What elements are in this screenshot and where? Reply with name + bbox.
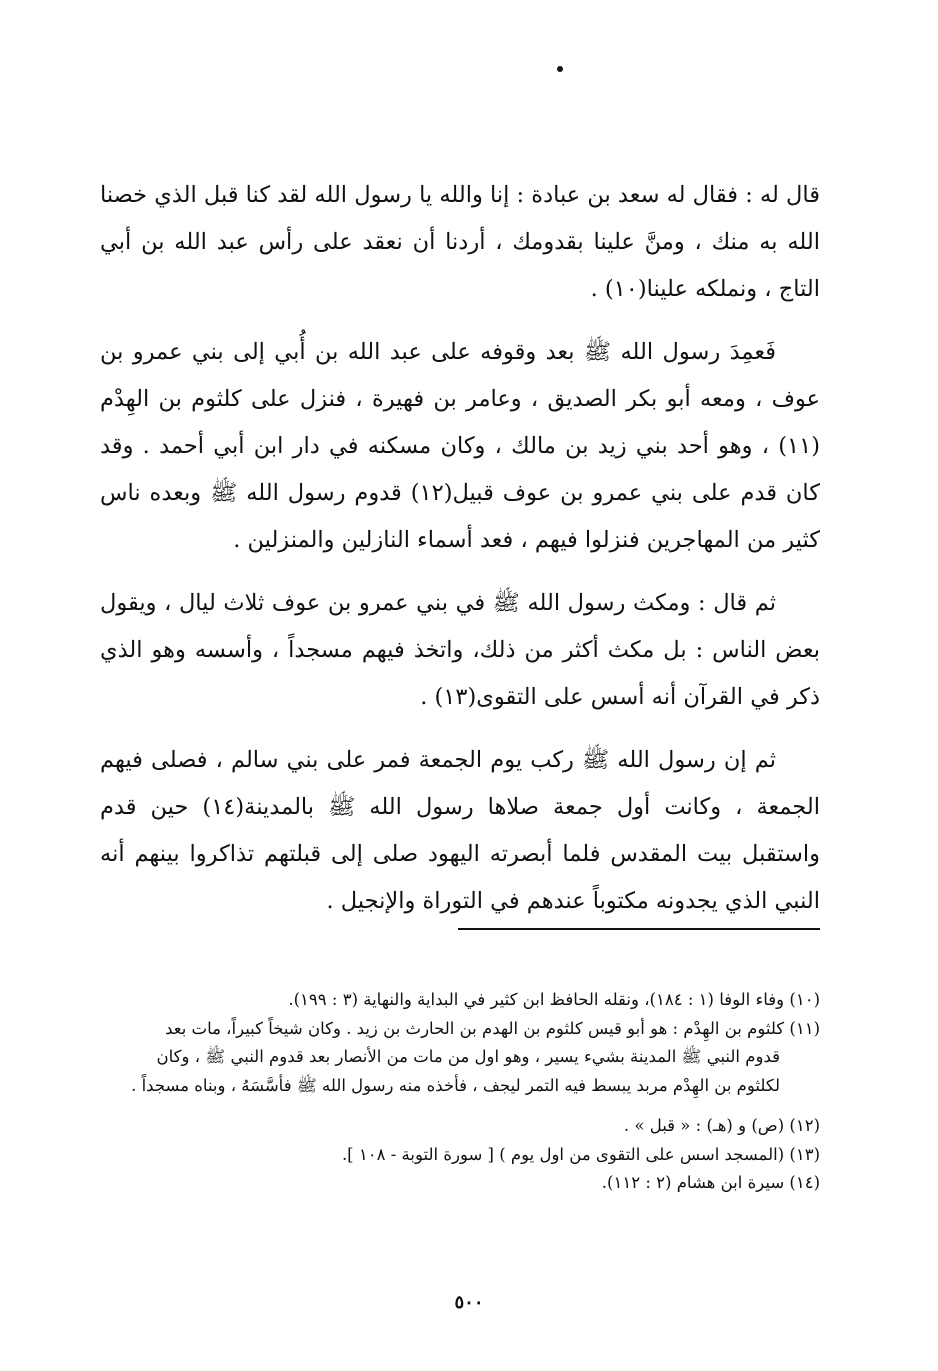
paragraph-1: قال له : فقال له سعد بن عبادة : إنا والله يا رسول الله لقد كنا قبل الذي خصنا الله به منك ، ومنَّ علينا بقدومك ، أردنا أن نعقد على رأس عبد الله بن أبي التاج ، ونملكه علينا(١٠) . [100,182,820,302]
footnote-separator [458,928,820,930]
top-dot-mark [557,66,563,72]
footnote-14: (١٤) سيرة ابن هشام (٢ : ١١٢). [601,1173,820,1192]
footnote-10: (١٠) وفاء الوفا (١ : ١٨٤)، ونقله الحافظ ابن كثير في البداية والنهاية (٣ : ١٩٩). [288,990,820,1009]
footnote-12: (١٢) (ص) و (هـ) : « قبل » . [623,1116,820,1135]
paragraph-2: فَعمِدَ رسول الله ﷺ بعد وقوفه على عبد الله بن أُبي إلى بني عمرو بن عوف ، ومعه أبو بكر الصديق ، وعامر بن فهيرة ، فنزل على كلثوم بن الهِدْم (١١) ، وهو أحد بني زيد بن مالك ، وكان مسكنه في دار ابن أبي أحمد . وقد كان قدم على بني عمرو بن عوف قبيل(١٢) قدوم رسول الله ﷺ وبعده ناس كثير من المهاجرين فنزلوا فيهم ، فعد أسماء النازلين والمنزلين . [100,339,820,553]
paragraph-3: ثم قال : ومكث رسول الله ﷺ في بني عمرو بن عوف ثلاث ليال ، ويقول بعض الناس : بل مكث أكثر من ذلك، واتخذ فيهم مسجداً ، وأسسه وهو الذي ذكر في القرآن أنه أسس على التقوى(١٣) . [100,590,820,710]
footnote-13: (١٣) (المسجد اسس على التقوى من اول يوم ) [ سورة التوبة - ١٠٨ ]. [341,1144,820,1164]
page-number: ٥٠٠ [454,1292,484,1313]
footnote-11-continuation: قدوم النبي ﷺ المدينة بشيء يسير ، وهو اول من مات من الأنصار بعد قدوم النبي ﷺ ، وكان [156,1047,780,1066]
paragraph-4: ثم إن رسول الله ﷺ ركب يوم الجمعة فمر على بني سالم ، فصلى فيهم الجمعة ، وكانت أول جمعة صلاها رسول الله ﷺ بالمدينة(١٤) حين قدم واستقبل بيت المقدس فلما أبصرته اليهود صلى إلى قبلتهم تذاكروا بينهم أنه النبي الذي يجدونه مكتوباً عندهم في التوراة والإنجيل . [100,747,821,914]
footnotes [98,986,820,1198]
footnote-11: (١١) كلثوم بن الهِدْم : هو أبو قيس كلثوم بن الهدم بن الحارث بن زيد . وكان شيخاً كبيراً، مات بعد [165,1018,820,1038]
footnote-11-continuation: لكلثوم بن الهِدْم مربد يبسط فيه التمر ليجف ، فأخذه منه رسول الله ﷺ فأسَّسَهُ ، وبناه مسجداً . [131,1075,780,1095]
main-text [100,172,820,941]
